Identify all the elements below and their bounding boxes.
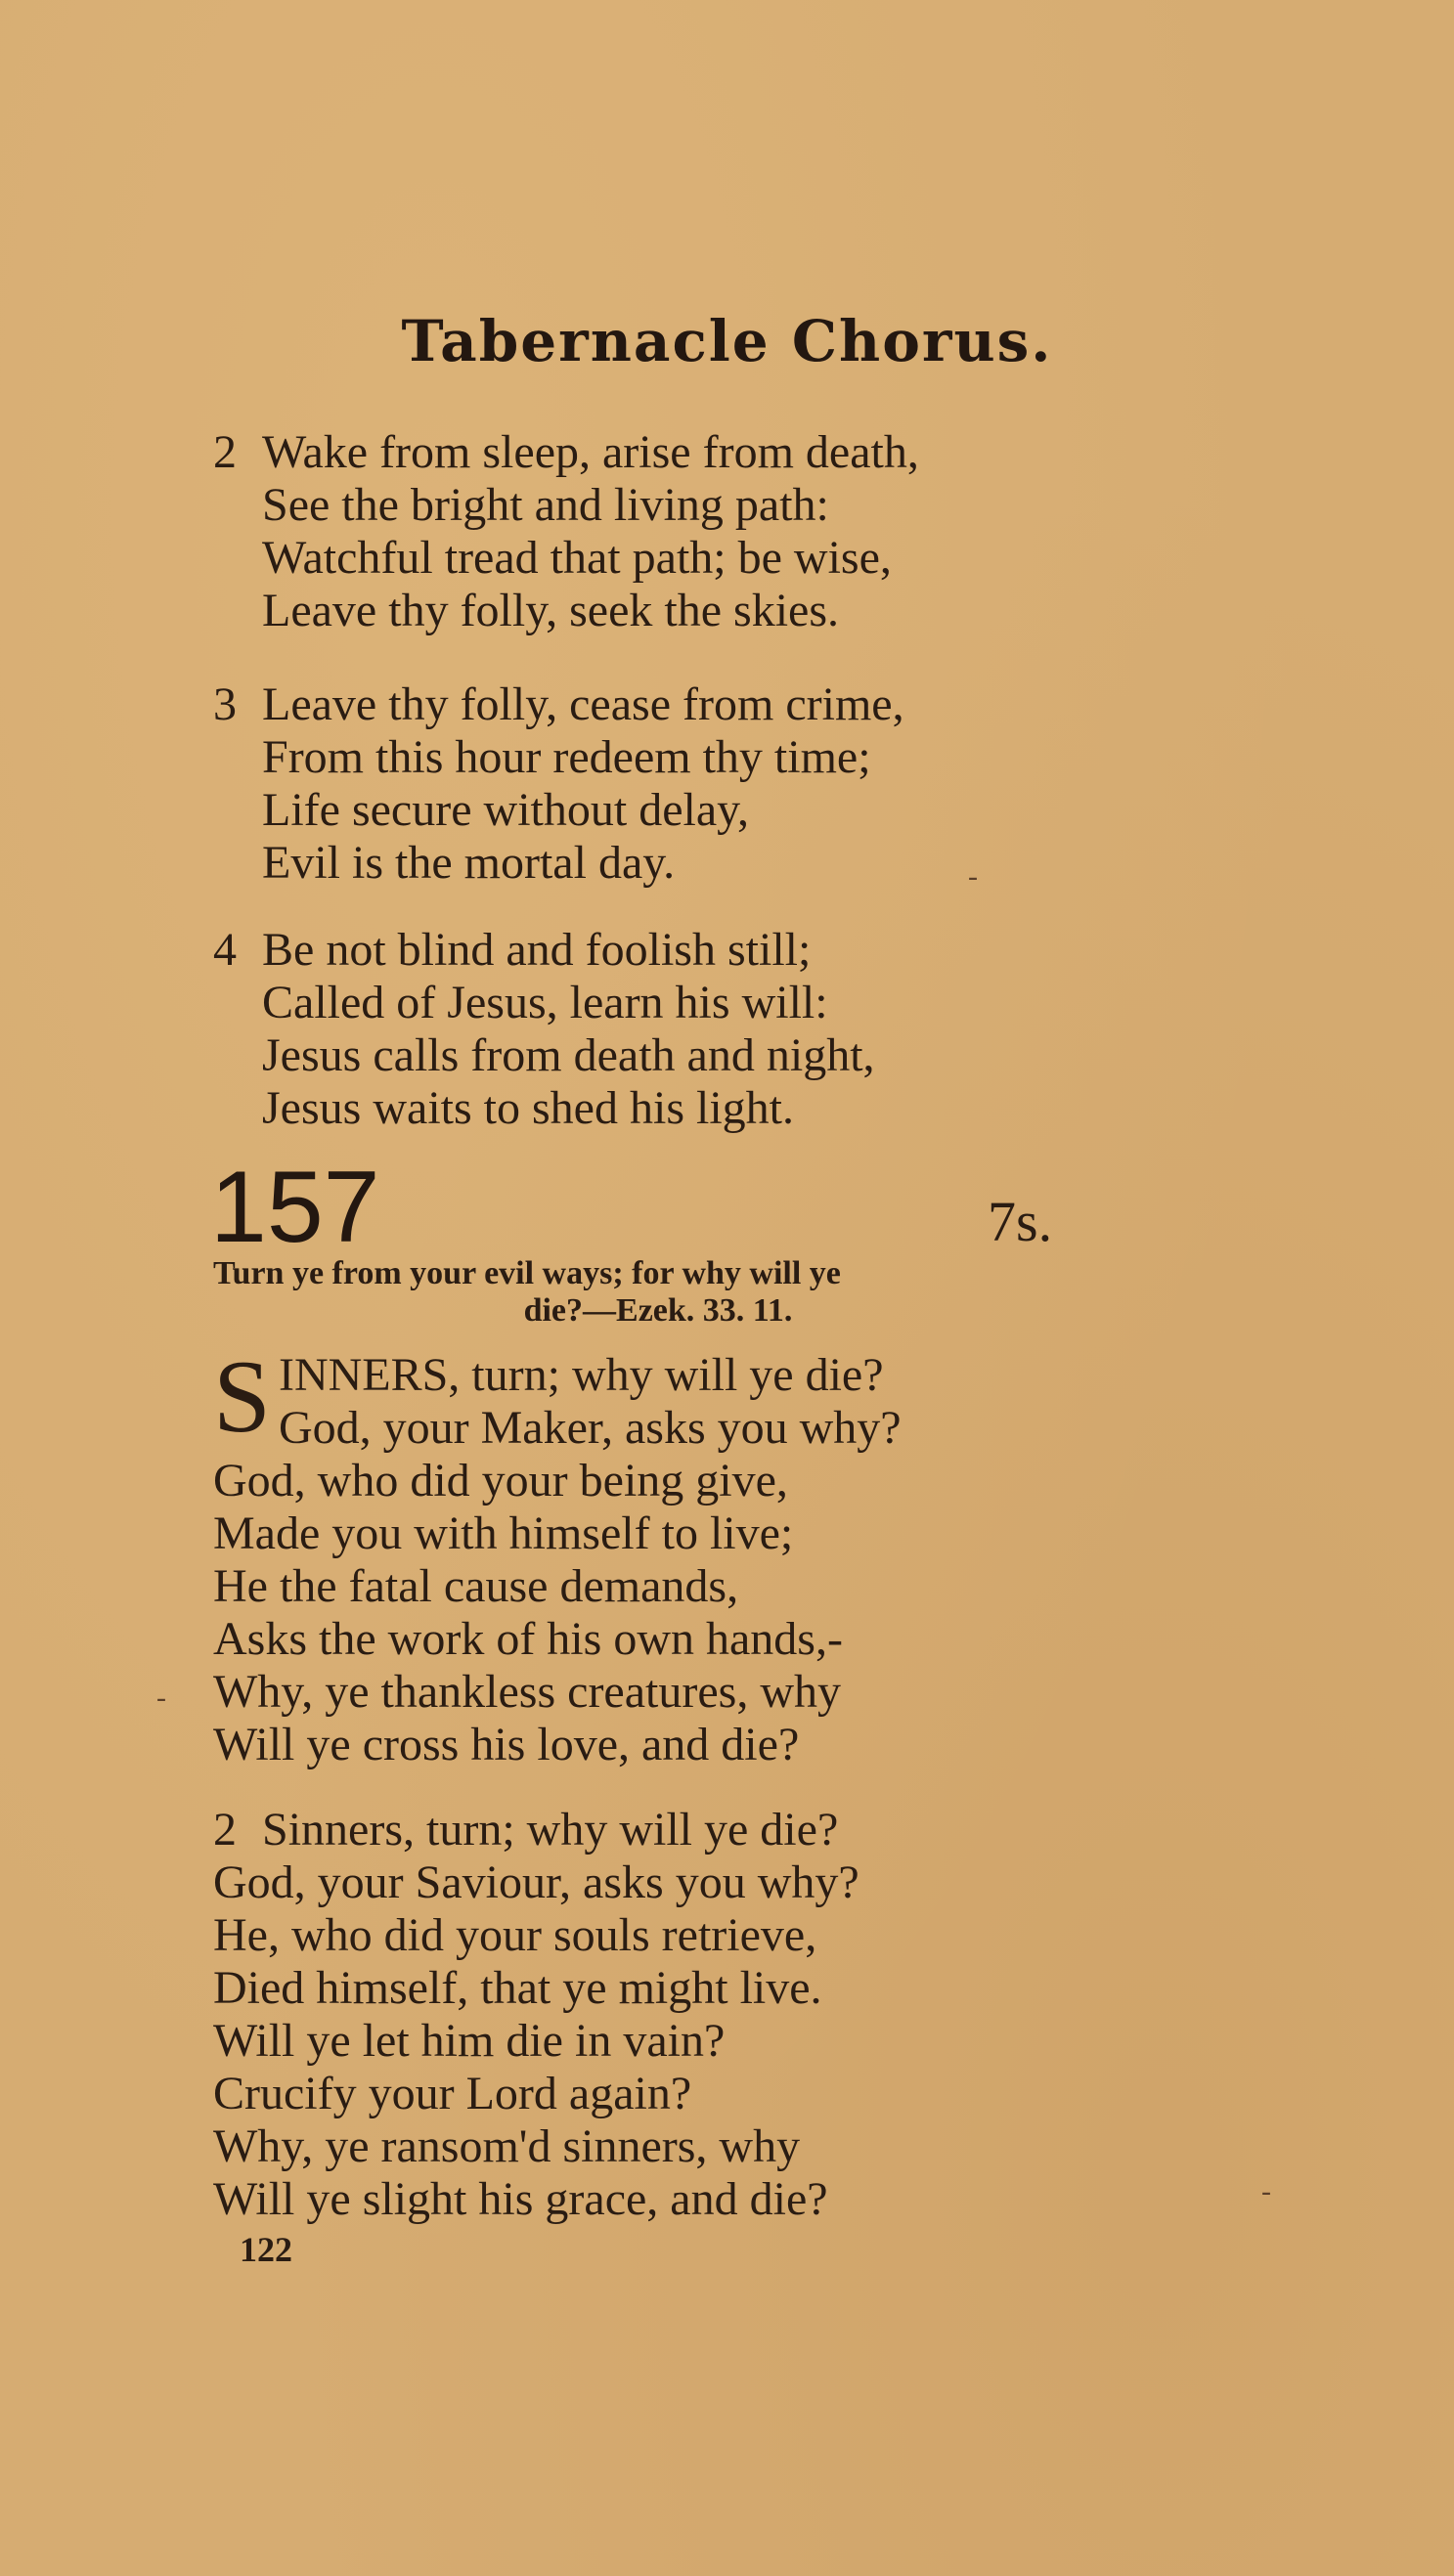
verse-line: Crucify your Lord again? <box>213 2068 692 2119</box>
verse-line: From this hour redeem thy time; <box>262 731 871 783</box>
verse-line: Will ye let him die in vain? <box>213 2015 726 2067</box>
verse-line: Watchful tread that path; be wise, <box>262 532 892 584</box>
stanza-number: 4 <box>213 924 237 976</box>
verse-line: He the fatal cause demands, <box>213 1560 739 1612</box>
epigraph-line: Turn ye from your evil ways; for why will ye <box>213 1255 841 1291</box>
verse-line: Evil is the mortal day. <box>262 837 676 889</box>
stanza-number: 2 <box>213 426 237 478</box>
verse-line: God, your Saviour, asks you why? <box>213 1856 859 1908</box>
verse-line: 2 Wake from sleep, arise from death, <box>213 426 919 478</box>
print-speck: - <box>1261 2175 1271 2207</box>
print-speck: - <box>968 860 978 893</box>
verse-line: Made you with himself to live; <box>213 1507 794 1559</box>
verse-line: Jesus calls from death and night, <box>262 1029 875 1081</box>
verse-line: Will ye slight his grace, and die? <box>213 2173 828 2225</box>
verse-line: Why, ye ransom'd sinners, why <box>213 2120 801 2172</box>
verse-line: Life secure without delay, <box>262 784 750 836</box>
running-header: Tabernacle Chorus. <box>401 308 1053 374</box>
verse-line: 3 Leave thy folly, cease from crime, <box>213 678 904 730</box>
verse-line: Died himself, that ye might live. <box>213 1962 822 2014</box>
hymn-number: 157 <box>210 1151 380 1264</box>
stanza-number: 2 <box>213 1804 237 1856</box>
verse-line: Leave thy folly, seek the skies. <box>262 585 840 636</box>
verse-line: Jesus waits to shed his light. <box>262 1082 795 1134</box>
verse-line: INNERS, turn; why will ye die? <box>278 1349 884 1401</box>
epigraph-line: die?—Ezek. 33. 11. <box>523 1292 793 1329</box>
verse-line: 4 Be not blind and foolish still; <box>213 924 812 976</box>
verse-line: See the bright and living path: <box>262 479 829 531</box>
stanza-4-prev <box>213 924 1289 1135</box>
stanza-3-prev <box>213 678 1289 890</box>
stanza-number: 3 <box>213 678 237 730</box>
hymn-157-stanza-1 <box>213 1339 1289 1771</box>
page-number: 122 <box>240 2230 292 2269</box>
scripture-epigraph <box>213 1255 1103 1330</box>
verse-line: Why, ye thankless creatures, why <box>213 1666 841 1718</box>
stanza-2-prev <box>213 426 1289 637</box>
verse-line: Asks the work of his own hands,- <box>213 1613 843 1665</box>
verse-line: God, who did your being give, <box>213 1455 788 1506</box>
hymn-157-stanza-2 <box>213 1804 1289 2226</box>
verse-line: 2 Sinners, turn; why will ye die? <box>213 1804 839 1856</box>
print-speck: - <box>156 1681 166 1714</box>
verse-line: Called of Jesus, learn his will: <box>262 977 828 1028</box>
drop-cap: S <box>213 1339 271 1454</box>
verse-line: Will ye cross his love, and die? <box>213 1719 800 1770</box>
verse-line: He, who did your souls retrieve, <box>213 1909 817 1961</box>
verse-line: God, your Maker, asks you why? <box>278 1402 902 1454</box>
hymn-meter: 7s. <box>988 1190 1053 1253</box>
